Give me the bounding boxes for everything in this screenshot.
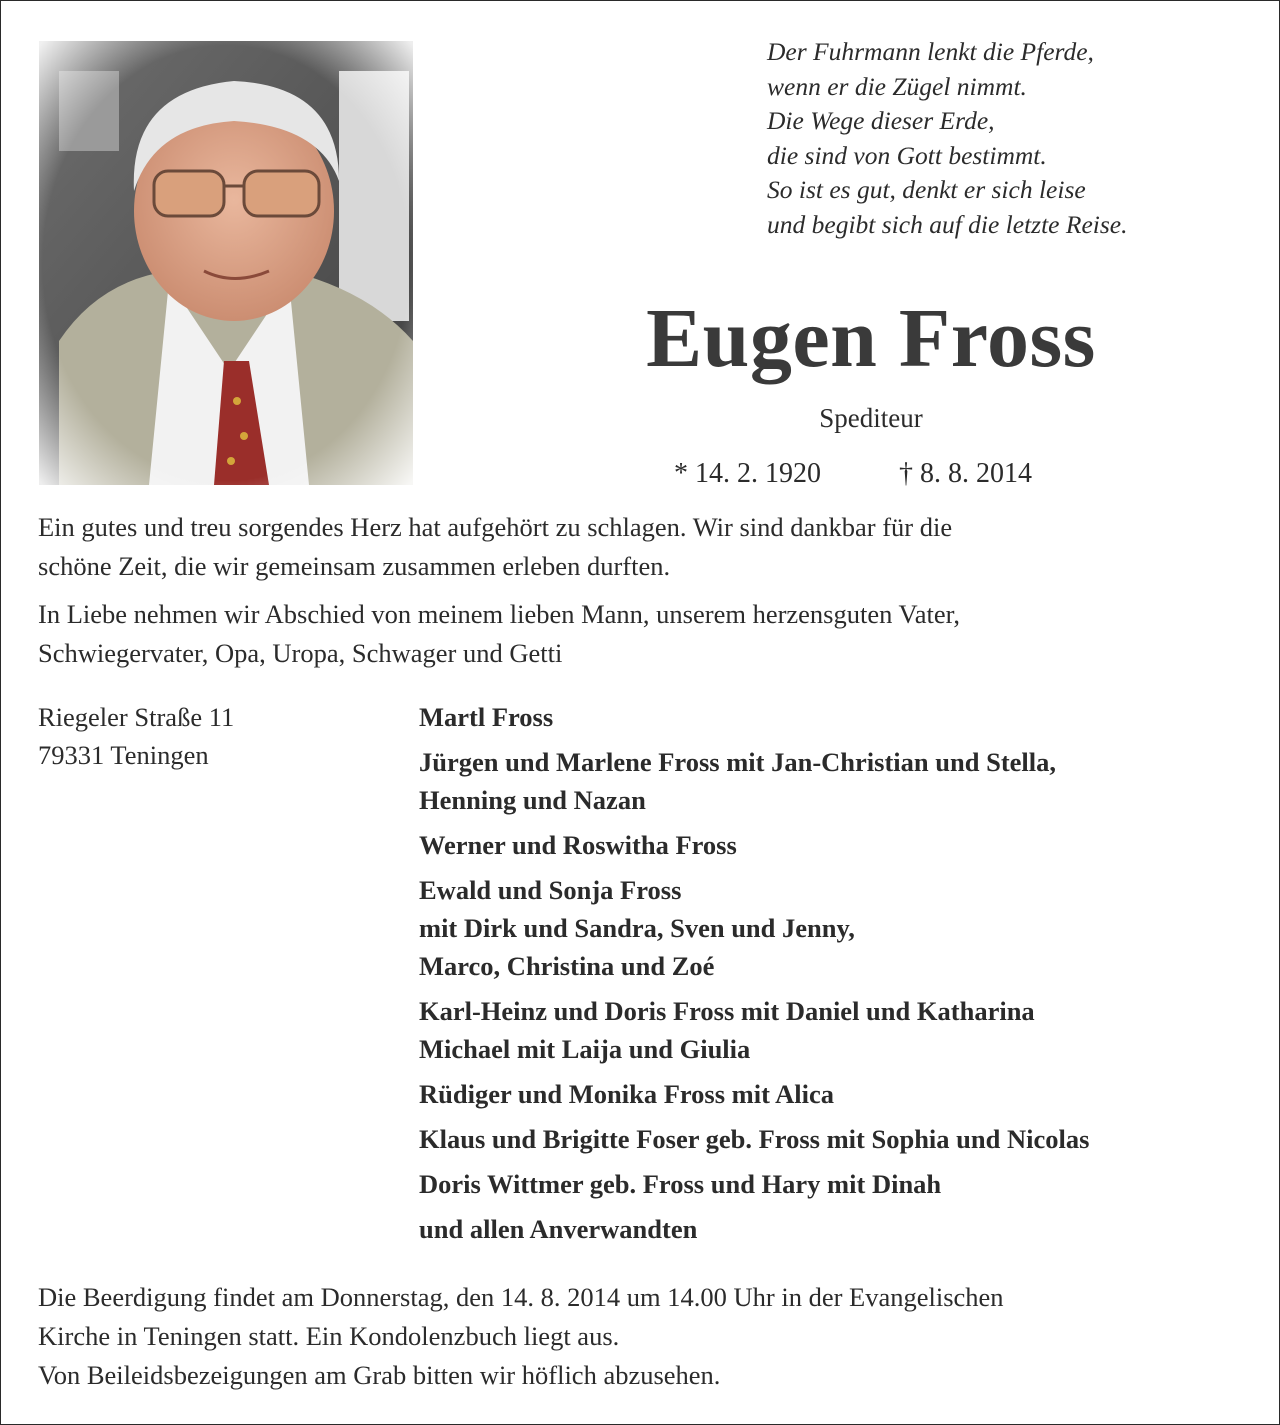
family-address: [38, 698, 234, 774]
address-street: Riegeler Straße 11: [38, 702, 235, 732]
mourner-group: [419, 826, 1269, 864]
mourner-line: Werner und Roswitha Fross: [419, 830, 737, 860]
tribute-paragraph: [38, 508, 1248, 586]
farewell-paragraph: [38, 595, 1248, 673]
text-line: In Liebe nehmen wir Abschied von meinem lieben Mann, unserem herzensguten Vater,: [38, 599, 960, 629]
mourner-group: [419, 871, 1269, 985]
mourner-line: Jürgen und Marlene Fross mit Jan-Christian und Stella,: [419, 747, 1057, 777]
mourner-group: [419, 1210, 1269, 1248]
mourner-group: [419, 1120, 1269, 1158]
poem-line: Der Fuhrmann lenkt die Pferde,: [767, 37, 1094, 66]
mourner-line: Marco, Christina und Zoé: [419, 951, 715, 981]
text-line: Die Beerdigung findet am Donnerstag, den 14. 8. 2014 um 14.00 Uhr in der Evangelischen: [38, 1282, 1004, 1312]
text-line: schöne Zeit, die wir gemeinsam zusammen erleben durften.: [38, 551, 671, 581]
mourner-line: Henning und Nazan: [419, 785, 646, 815]
poem-line: Die Wege dieser Erde,: [767, 106, 995, 135]
mourner-line: Doris Wittmer geb. Fross und Hary mit Dinah: [419, 1169, 942, 1199]
mourners-list: [419, 698, 1269, 1255]
text-line: Von Beileidsbezeigungen am Grab bitten wir höflich abzusehen.: [38, 1360, 721, 1390]
poem-line: wenn er die Zügel nimmt.: [767, 71, 1027, 101]
mourner-line: Ewald und Sonja Fross: [419, 875, 682, 905]
mourner-group: [419, 992, 1269, 1068]
death-date: † 8. 8. 2014: [899, 458, 1032, 489]
mourner-line: und allen Anverwandten: [419, 1214, 698, 1244]
birth-date: * 14. 2. 1920: [674, 458, 821, 489]
address-city: 79331 Teningen: [38, 740, 209, 770]
mourner-line: Karl-Heinz und Doris Fross mit Daniel und Katharina: [419, 996, 1035, 1026]
mourner-group: [419, 1165, 1269, 1203]
poem-line: und begibt sich auf die letzte Reise.: [767, 209, 1128, 239]
text-line: Ein gutes und treu sorgendes Herz hat aufgehört zu schlagen. Wir sind dankbar für die: [38, 512, 953, 542]
text-line: Kirche in Teningen statt. Ein Kondolenzbuch liegt aus.: [38, 1321, 620, 1351]
mourner-line: Klaus und Brigitte Foser geb. Fross mit Sophia und Nicolas: [419, 1124, 1090, 1154]
mourner-line: mit Dirk und Sandra, Sven und Jenny,: [419, 913, 855, 943]
mourner-group: [419, 1075, 1269, 1113]
life-dates: [674, 456, 1032, 492]
poem-line: So ist es gut, denkt er sich leise: [767, 175, 1086, 204]
deceased-profession: Spediteur: [819, 403, 923, 433]
mourner-line: Rüdiger und Monika Fross mit Alica: [419, 1079, 834, 1109]
text-line: Schwiegervater, Opa, Uropa, Schwager und Getti: [38, 638, 563, 668]
funeral-notice: [38, 1278, 1258, 1395]
deceased-name: Eugen Fross: [646, 292, 1096, 385]
mourner-line: Michael mit Laija und Giulia: [419, 1034, 751, 1064]
mourner-line: Martl Fross: [419, 702, 554, 732]
mourner-group: [419, 743, 1269, 819]
poem: [767, 35, 1257, 242]
poem-line: die sind von Gott bestimmt.: [767, 140, 1047, 170]
mourner-group: [419, 698, 1269, 736]
portrait-photo: [39, 41, 413, 485]
